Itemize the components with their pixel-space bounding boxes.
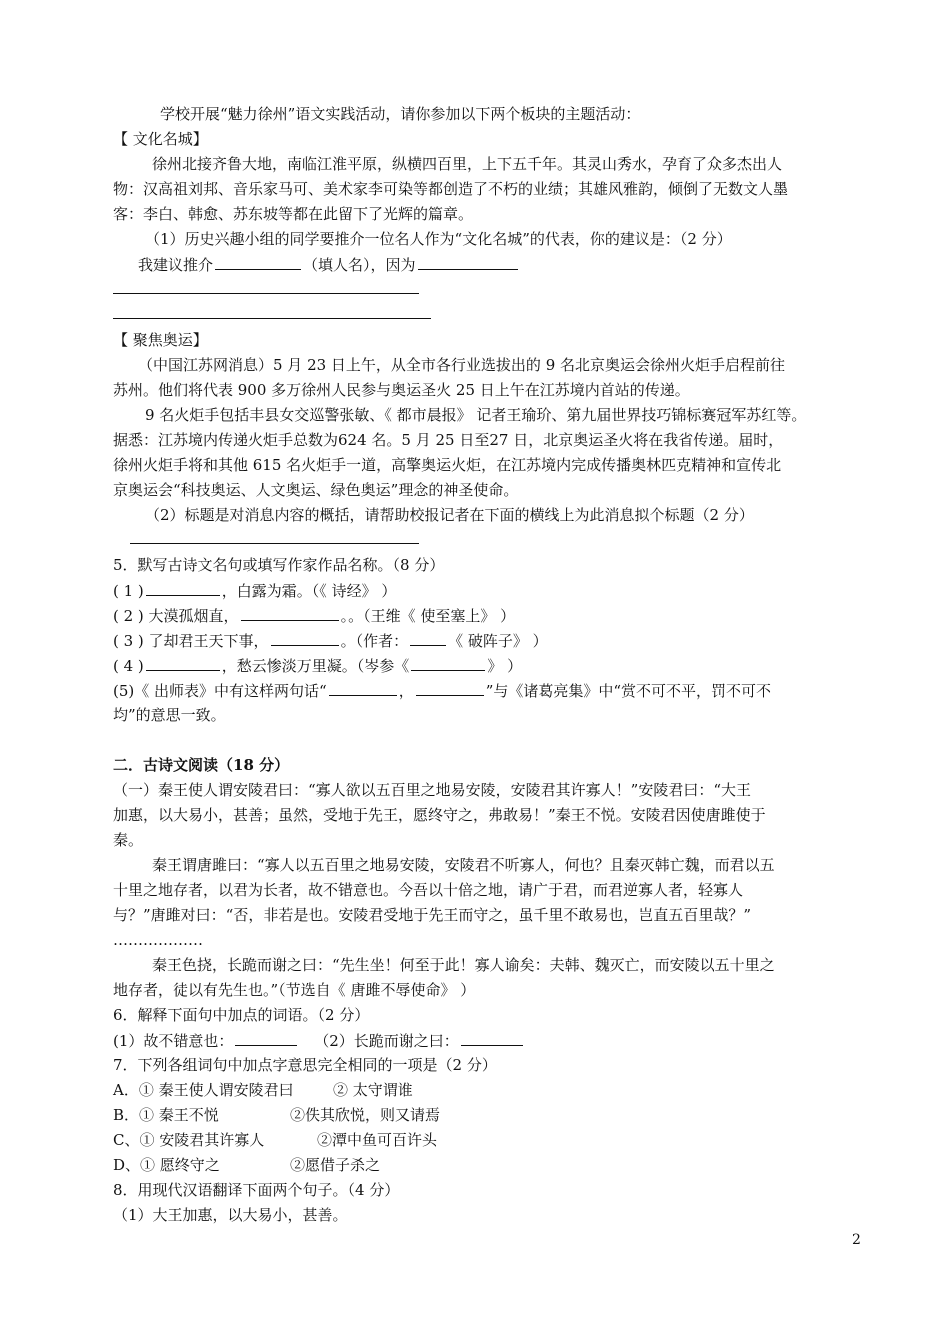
item-text: ( 3 ) 了却君王天下事， [113, 632, 269, 650]
option-d[interactable] [113, 1155, 381, 1177]
option-text: ②潭中鱼可百许头 [317, 1131, 438, 1149]
fill-blank[interactable] [241, 605, 339, 621]
item-text: ，白露为霜。（《 诗经》 ） [221, 582, 397, 600]
item-text: ， [398, 682, 414, 700]
intro-text: 学校开展“魅力徐州”语文实践活动，请你参加以下两个板块的主题活动： [160, 105, 641, 123]
news-paragraph-line: 苏州。他们将代表 900 多万徐州人民参与奥运圣火 25 日上午在江苏境内首站的传递。 [113, 381, 690, 399]
option-text: B．① 秦王不悦 [113, 1106, 219, 1124]
name-blank[interactable] [215, 254, 301, 270]
item-text: 。（作者： [340, 632, 409, 650]
question-5-item-4 [113, 655, 522, 677]
question-5-item-5-cont: 均”的意思一致。 [113, 706, 226, 724]
question-5-item-5 [113, 680, 771, 702]
question-1: （1）历史兴趣小组的同学要推介一位名人作为“文化名城”的代表，你的建议是：（2 分） [145, 230, 732, 248]
ellipsis: ……………… [113, 931, 203, 949]
question-5-item-3 [113, 630, 548, 652]
option-text: C、① 安陵君其许寡人 [113, 1131, 265, 1149]
item-number: ( 4 ) [113, 657, 144, 675]
section-heading-culture: 【 文化名城】 [113, 130, 208, 148]
fill-blank[interactable] [329, 680, 397, 696]
item-text: (1）故不错意也： [113, 1032, 234, 1050]
question-5-item-2 [113, 605, 515, 627]
culture-paragraph-line: 物：汉高祖刘邦、音乐家马可、美术家李可染等都创造了不朽的业绩；其雄风雅韵，倾倒了无数文人墨 [113, 180, 789, 198]
option-text: ② 太守谓谁 [333, 1081, 413, 1099]
option-a[interactable] [113, 1080, 413, 1102]
classical-text-line: 加惠，以大易小，甚善；虽然，受地于先王，愿终守之，弗敢易！”秦王不悦。安陵君因使唐雎使于 [113, 806, 766, 824]
author-blank[interactable] [410, 630, 446, 646]
question-5-item-1 [113, 580, 396, 602]
classical-text-line: （一）秦王使人谓安陵君曰：“寡人欲以五百里之地易安陵，安陵君其许寡人！”安陵君曰：“大王 [113, 781, 752, 799]
classical-text-line: 秦。 [113, 831, 144, 849]
news-paragraph-line: （中国江苏网消息）5 月 23 日上午，从全市各行业选拔出的 9 名北京奥运会徐州火炬手启程前往 [138, 356, 786, 374]
answer-rule[interactable] [113, 318, 431, 319]
part-2-heading: 二．古诗文阅读（18 分） [113, 756, 290, 774]
item-text: (5)《 出师表》中有这样两句话“ [113, 682, 327, 700]
item-text: （2）长跪而谢之曰： [314, 1032, 459, 1050]
answer-rule[interactable] [113, 293, 419, 294]
item-text: ”与《诸葛亮集》中“赏不可不平，罚不可不 [485, 682, 772, 700]
culture-paragraph-line: 客：李白、韩愈、苏东坡等都在此留下了光辉的篇章。 [113, 205, 474, 223]
fill-blank[interactable] [271, 630, 339, 646]
culture-paragraph-line: 徐州北接齐鲁大地，南临江淮平原，纵横四百里，上下五千年。其灵山秀水，孕育了众多杰出人 [152, 155, 783, 173]
fill-blank[interactable] [416, 680, 484, 696]
option-c[interactable] [113, 1130, 438, 1152]
answer-middle: （填人名），因为 [303, 256, 416, 274]
fill-blank[interactable] [146, 580, 220, 596]
item-text: 。。（王维《 使至塞上》 ） [340, 607, 516, 625]
classical-text-line: 十里之地存者，以君为长者，故不错意也。今吾以十倍之地，请广于君，而君逆寡人者，轻寡人 [113, 881, 744, 899]
reason-blank[interactable] [418, 254, 518, 270]
classical-text-line: 秦王谓唐雎曰：“寡人以五百里之地易安陵，安陵君不听寡人，何也？且秦灭韩亡魏，而君以五 [152, 856, 775, 874]
option-text: ②佚其欣悦，则又请焉 [290, 1106, 441, 1124]
fill-blank[interactable] [235, 1030, 297, 1046]
classical-text-line: 地存者，徒以有先生也。”（节选自《 唐雎不辱使命》 ） [113, 981, 476, 999]
option-text: ②愿借子杀之 [290, 1156, 381, 1174]
item-number: ( 1 ) [113, 582, 144, 600]
question-6-title: 6．解释下面句中加点的词语。（2 分） [113, 1006, 370, 1024]
title-answer-rule[interactable] [130, 543, 419, 544]
item-text: 》 ） [487, 657, 523, 675]
answer-prefix: 我建议推介 [138, 256, 214, 274]
classical-text-line: 秦王色挠，长跪而谢之曰：“先生坐！何至于此！寡人谕矣：夫韩、魏灭亡，而安陵以五十里之 [152, 956, 775, 974]
page-number: 2 [852, 1232, 861, 1248]
question-8-title: 8．用现代汉语翻译下面两个句子。（4 分） [113, 1181, 400, 1199]
option-b[interactable] [113, 1105, 441, 1127]
fill-blank[interactable] [461, 1030, 523, 1046]
item-text: ，愁云惨淡万里凝。（岑参《 [221, 657, 410, 675]
question-6-items [113, 1030, 525, 1052]
classical-text-line: 与？”唐雎对曰：“否，非若是也。安陵君受地于先王而守之，虽千里不敢易也，岂直五百里哉？” [113, 906, 752, 924]
news-paragraph-line: 9 名火炬手包括丰县女交巡警张敏、《 都市晨报》 记者王瑜玠、第九届世界技巧锦标赛冠军苏红等。 [145, 406, 807, 424]
item-text: 《 破阵子》 ） [448, 632, 548, 650]
title-blank[interactable] [411, 655, 485, 671]
fill-blank[interactable] [146, 655, 220, 671]
news-paragraph-line: 京奥运会“科技奥运、人文奥运、绿色奥运”理念的神圣使命。 [113, 481, 519, 499]
question-7-title: 7．下列各组词句中加点字意思完全相同的一项是（2 分） [113, 1056, 497, 1074]
news-paragraph-line: 据悉：江苏境内传递火炬手总数为624 名。5 月 25 日至27 日，北京奥运圣火将在我省传递。届时， [113, 431, 784, 449]
question-1-answer-line [138, 254, 520, 276]
news-paragraph-line: 徐州火炬手将和其他 615 名火炬手一道，高擎奥运火炬，在江苏境内完成传播奥林匹克精神和宣传北 [113, 456, 782, 474]
question-5-title: 5．默写古诗文名句或填写作家作品名称。（8 分） [113, 556, 445, 574]
question-2: （2）标题是对消息内容的概括，请帮助校报记者在下面的横线上为此消息拟个标题（2 分） [145, 506, 754, 524]
item-text: ( 2 ) 大漠孤烟直， [113, 607, 239, 625]
option-text: D、① 愿终守之 [113, 1156, 220, 1174]
section-heading-olympics: 【 聚焦奥运】 [113, 331, 208, 349]
option-text: A．① 秦王使人谓安陵君曰 [113, 1081, 294, 1099]
question-8-sentence-1: （1）大王加惠，以大易小，甚善。 [113, 1206, 348, 1224]
